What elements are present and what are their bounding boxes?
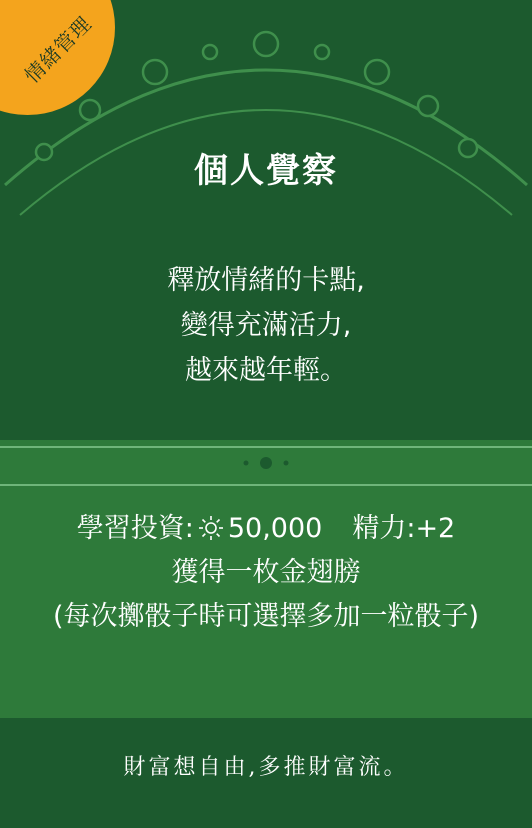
card-description bbox=[0, 258, 532, 393]
category-label: 情緒管理 bbox=[19, 11, 97, 88]
reward-note: (每次擲骰子時可選擇多加一粒骰子) bbox=[52, 601, 480, 632]
cost-line bbox=[0, 507, 532, 551]
card-title: 個人覺察 bbox=[194, 151, 338, 191]
footer-motto: 財富想自由,多推財富流。 bbox=[123, 755, 409, 780]
description-line: 變得充滿活力, bbox=[180, 310, 352, 341]
energy-label: 精力: bbox=[352, 513, 416, 544]
reward-line: 獲得一枚金翅膀 bbox=[171, 557, 361, 588]
investment-amount: 50,000 bbox=[227, 513, 323, 544]
description-line: 越來越年輕。 bbox=[185, 355, 347, 386]
sun-icon bbox=[198, 511, 224, 537]
footer-band bbox=[0, 718, 532, 828]
card-effect bbox=[0, 495, 532, 715]
investment-label: 學習投資: bbox=[76, 513, 194, 544]
description-line: 釋放情緒的卡點, bbox=[167, 265, 365, 296]
energy-value: +2 bbox=[415, 513, 456, 544]
section-divider bbox=[0, 441, 532, 495]
